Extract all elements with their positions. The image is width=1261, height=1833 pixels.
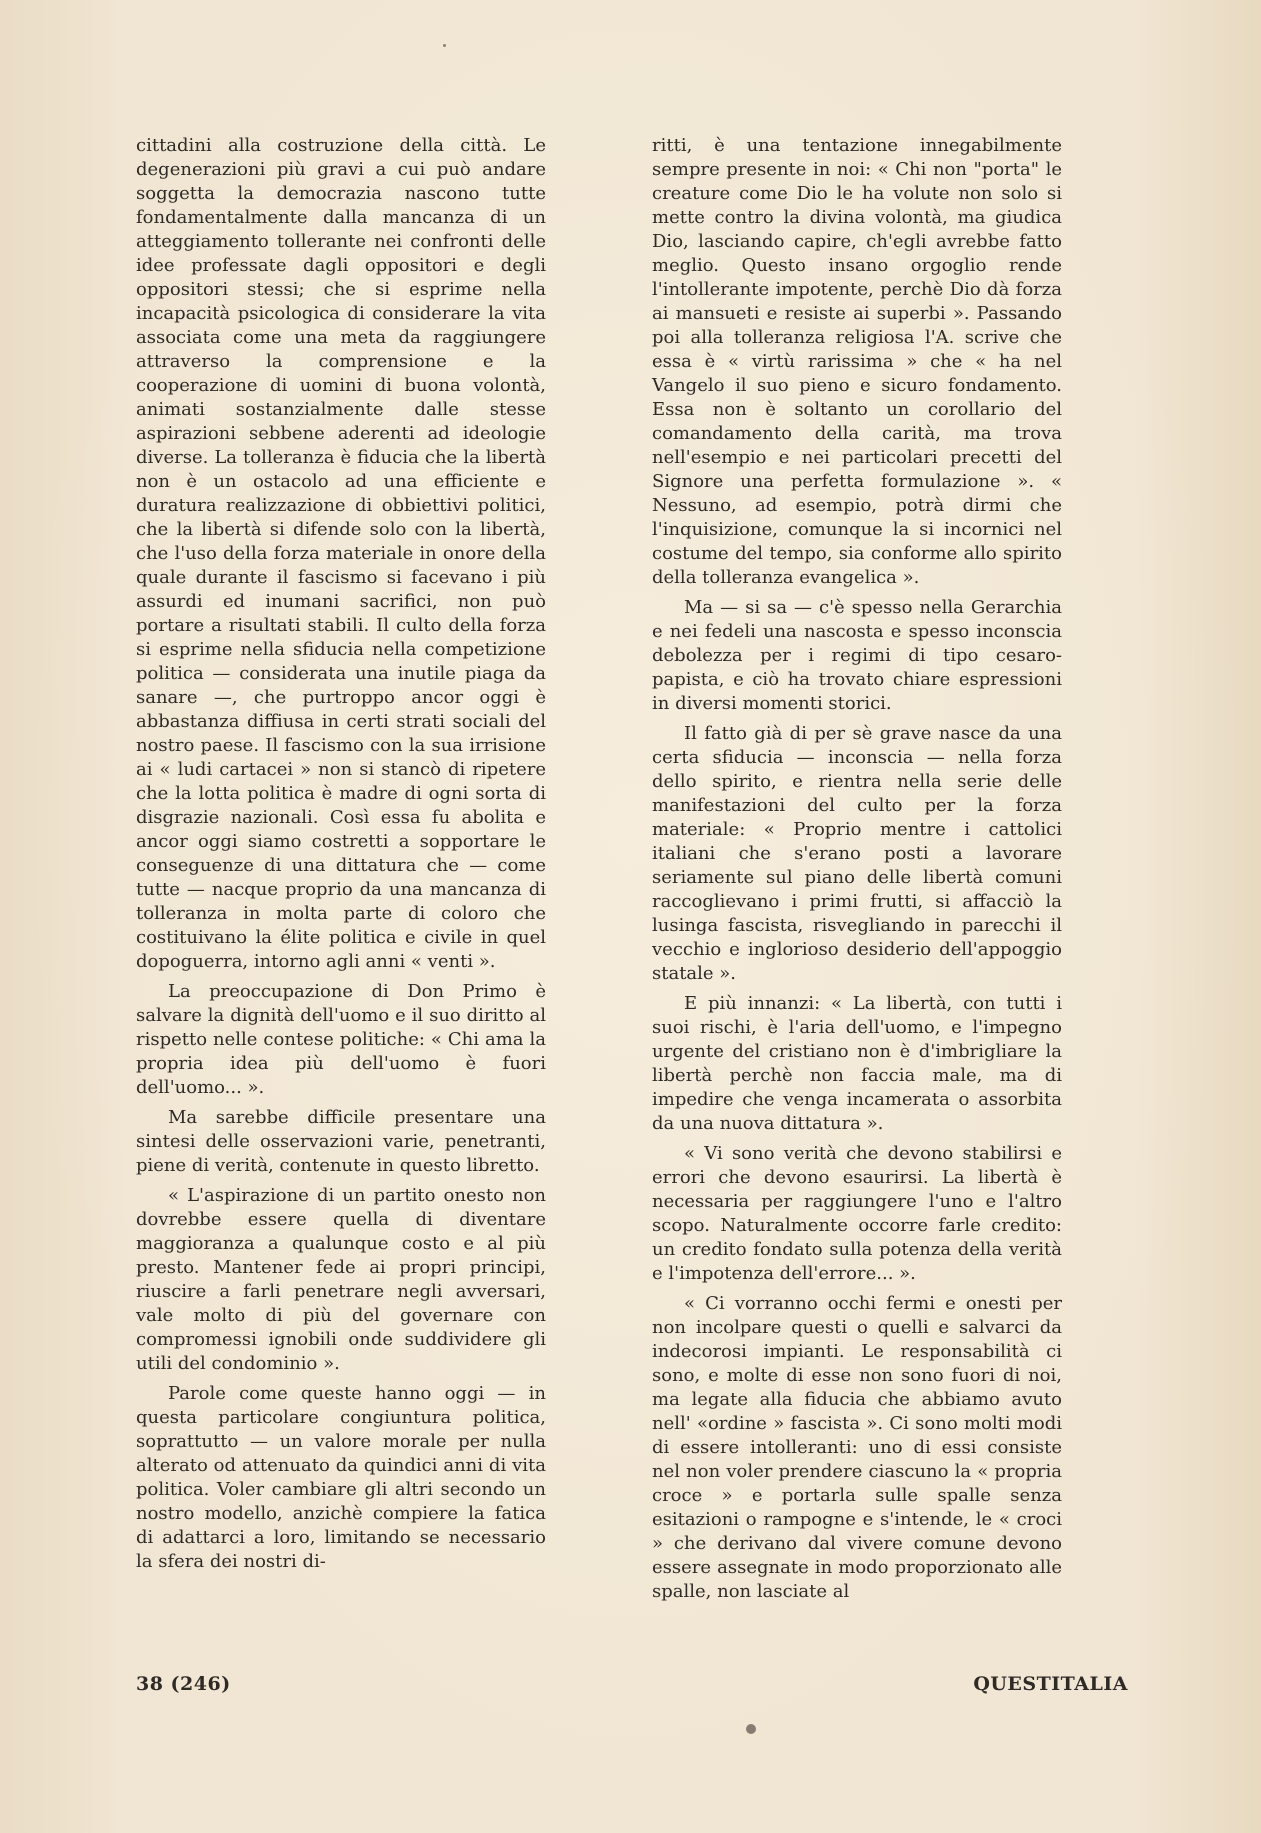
- left-column: [136, 134, 546, 1574]
- paragraph: « Vi sono verità che devono stabilirsi e errori che devono esaurirsi. La libertà è necessaria per raggiungere l'uno e l'altro scopo. Naturalmente occorre farle credito: un credito fondato sulla potenza della verità e l'impotenza dell'errore... ».: [652, 1143, 1062, 1284]
- speck: [443, 44, 446, 47]
- paragraph: E più innanzi: « La libertà, con tutti i suoi rischi, è l'aria dell'uomo, e l'impegno urgente del cristiano non è d'imbrigliare la libertà perchè non faccia male, ma di impedire che venga incamerata o assorbita da una nuova dittatura ».: [652, 993, 1062, 1134]
- right-column: [652, 134, 1062, 1604]
- publication-title: QUESTITALIA: [973, 1673, 1128, 1695]
- paragraph: ritti, è una tentazione innegabilmente sempre presente in noi: « Chi non "porta" le creature come Dio le ha volute non solo si mette contro la divina volontà, ma giudica Dio, lasciando capire, ch'egli avrebbe fatto meglio. Questo insano orgoglio rende l'intollerante impotente, perchè Dio dà forza ai mansueti e resiste ai superbi ». Passando poi alla tolleranza religiosa l'A. scrive che essa è « virtù rarissima » che « ha nel Vangelo il suo pieno e sicuro fondamento. Essa non è soltanto un corollario del comandamento della carità, ma trova nell'esempio e nei particolari precetti del Signore una perfetta formulazione ». « Nessuno, ad esempio, potrà dirmi che l'inquisizione, comunque la si incornici nel costume del tempo, sia conforme allo spirito della tolleranza evangelica ».: [652, 135, 1062, 588]
- paragraph: « Ci vorranno occhi fermi e onesti per non incolpare questi o quelli e salvarci da indecorosi impianti. Le responsabilità ci sono, e molte di esse non sono fuori di noi, ma legate alla fiducia che abbiamo avuto nell' «ordine » fascista ». Ci sono molti modi di essere intolleranti: uno di essi consiste nel non voler prendere ciascuno la « propria croce » e portarla sulle spalle senza esitazioni o rampogne e s'intende, le « croci » che derivano dal vivere comune devono essere assegnate in modo proporzionato alle spalle, non lasciate al: [652, 1293, 1062, 1602]
- paragraph: Ma — si sa — c'è spesso nella Gerarchia e nei fedeli una nascosta e spesso inconscia debolezza per i regimi di tipo cesaro-papista, e ciò ha trovato chiare espressioni in diversi momenti storici.: [652, 597, 1062, 714]
- paragraph: Ma sarebbe difficile presentare una sintesi delle osservazioni varie, penetranti, piene di verità, contenute in questo libretto.: [136, 1107, 546, 1176]
- paragraph: Parole come queste hanno oggi — in questa particolare congiuntura politica, soprattutto — un valore morale per nulla alterato od attenuato da quindici anni di vita politica. Voler cambiare gli altri secondo un nostro modello, anzichè compiere la fatica di adattarci a loro, limitando se necessario la sfera dei nostri di-: [136, 1383, 546, 1572]
- paragraph: « L'aspirazione di un partito onesto non dovrebbe essere quella di diventare maggioranza a qualunque costo e al più presto. Mantener fede ai propri principi, riuscire a farli penetrare negli avversari, vale molto di più del governare con compromessi ignobili onde suddividere gli utili del condominio ».: [136, 1185, 546, 1374]
- paragraph: La preoccupazione di Don Primo è salvare la dignità dell'uomo e il suo diritto al rispetto nelle contese politiche: « Chi ama la propria idea più dell'uomo è fuori dell'uomo... ».: [136, 981, 546, 1098]
- paragraph: Il fatto già di per sè grave nasce da una certa sfiducia — inconscia — nella forza dello spirito, e rientra nella serie delle manifestazioni del culto per la forza materiale: « Proprio mentre i cattolici italiani che s'erano posti a lavorare seriamente sul piano delle libertà comuni raccoglievano i primi frutti, si affacciò la lusinga fascista, risvegliando in parecchi il vecchio e inglorioso desiderio dell'appoggio statale ».: [652, 723, 1062, 984]
- paragraph: cittadini alla costruzione della città. Le degenerazioni più gravi a cui può andare soggetta la democrazia nascono tutte fondamentalmente dalla mancanza di un atteggiamento tollerante nei confronti delle idee professate dagli oppositori e degli oppositori stessi; che si esprime nella incapacità psicologica di considerare la vita associata come una meta da raggiungere attraverso la comprensione e la cooperazione di uomini di buona volontà, animati sostanzialmente dalle stesse aspirazioni sebbene aderenti ad ideologie diverse. La tolleranza è fiducia che la libertà non è un ostacolo ad una efficiente e duratura realizzazione di obbiettivi politici, che la libertà si difende solo con la libertà, che l'uso della forza materiale in onore della quale durante il fascismo si facevano i più assurdi ed inumani sacrifici, non può portare a risultati stabili. Il culto della forza si esprime nella sfiducia nella competizione politica — considerata una inutile piaga da sanare —, che purtroppo ancor oggi è abbastanza diffiusa in certi strati sociali del nostro paese. Il fascismo con la sua irrisione ai « ludi cartacei » non si stancò di ripetere che la lotta politica è madre di ogni sorta di disgrazie nazionali. Così essa fu abolita e ancor oggi siamo costretti a sopportare le conseguenze di una dittatura che — come tutte — nacque proprio da una mancanza di tolleranza in molta parte di coloro che costituivano la élite politica e civile in quel dopoguerra, intorno agli anni « venti ».: [136, 135, 546, 972]
- page-number: 38 (246): [136, 1673, 231, 1695]
- ink-mark: [746, 1724, 756, 1734]
